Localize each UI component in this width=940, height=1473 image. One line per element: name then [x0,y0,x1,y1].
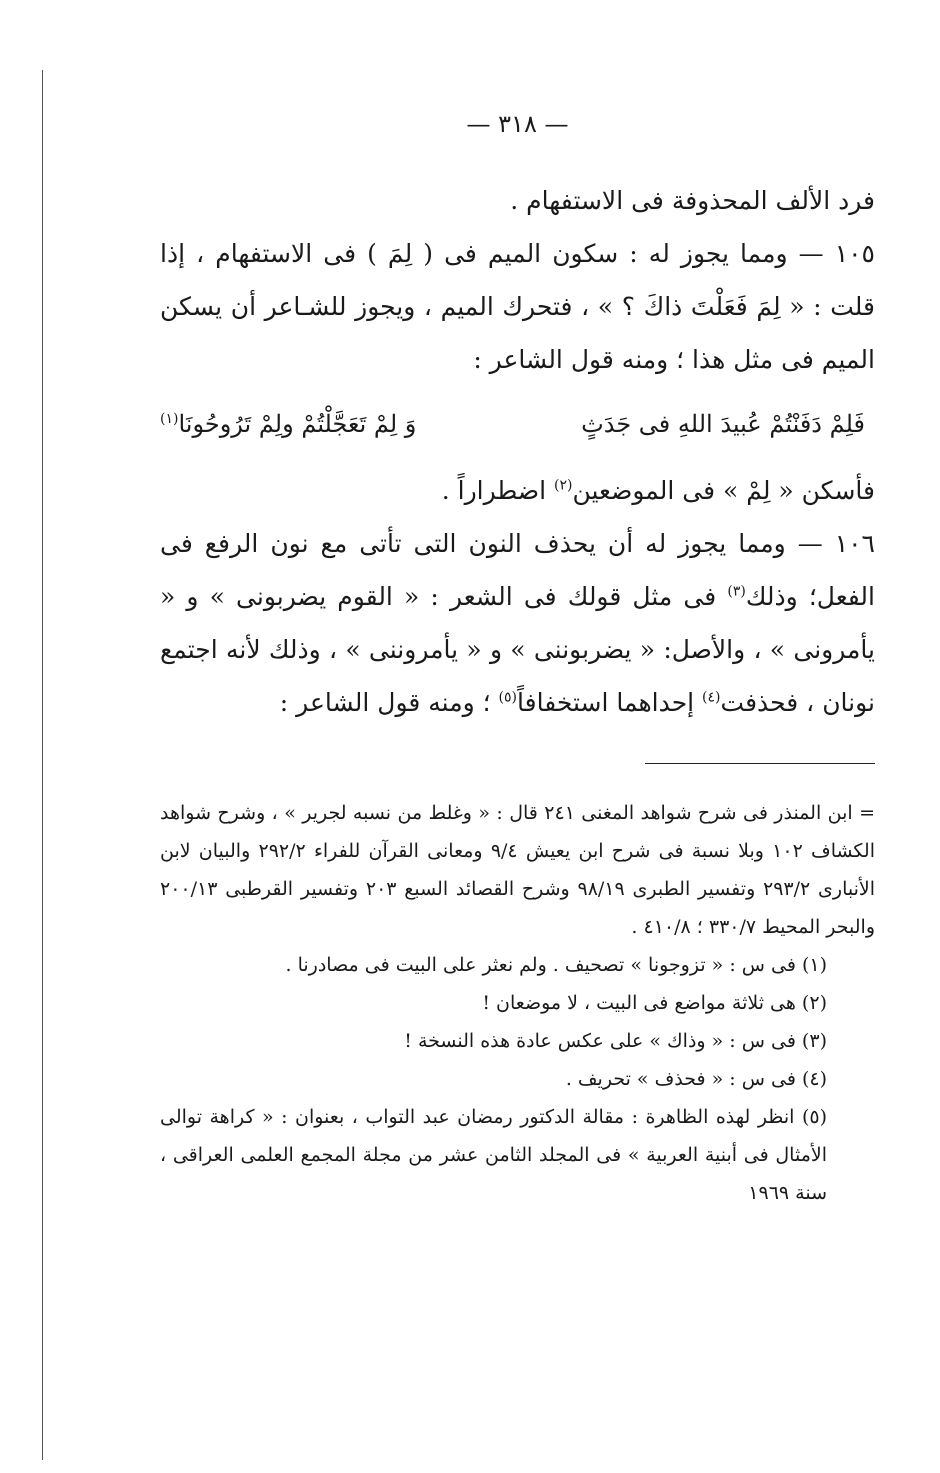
verse-second-hemistich: وَ لِمْ تَعَجَّلْتُمْ ولِمْ تَرُوحُونَا$^{(١)}$ [160,410,417,438]
footnote-4: (٤) فى س : « فحذف » تحريف . [565,1068,827,1090]
main-text [160,174,875,729]
book-page [160,110,875,1212]
footnote-mark-1: (١) [160,411,179,427]
verse-first-hemistich: فَلِمْ دَفَنْتُمْ عُبيدَ اللهِ فى جَدَثٍ [581,410,865,438]
footnote-continuation: = ابن المنذر فى شرح شواهد المغنى ٢٤١ قال : « وغلط من نسبه لجرير » ، وشرح شواهد الكشاف ١٠٢ وبلا نسبة فى شرح ابن يعيش ٩/٤ ومعانى القرآن للفراء ٢٩٢/٢ والبيان لابن الأنبارى ٢٩٣/٢ وتفسير الطبرى ٩٨/١٩ وشرح القصائد السبع ٢٠٣ وتفسير القرطبى ٢٠٠/١٣ والبحر المحيط ٣٣٠/٧ ؛ ٤١٠/٨ . [160,802,875,938]
footnote-mark-2: (٢) [554,477,573,494]
footnote-mark-3: (٣) [727,583,746,600]
footnote-5: (٥) انظر لهذه الظاهرة : مقالة الدكتور رمضان عبد التواب ، بعنوان : « كراهة توالى الأمثال فى أبنية العربية » فى المجلد الثامن عشر من مجلة المجمع العلمى العراقى ، سنة ١٩٦٩ [160,1106,828,1204]
verse-line [160,396,875,452]
page-number: — ٣١٨ — [466,110,569,138]
footnote-3: (٣) فى س : « وذاك » على عكس عادة هذه النسخة ! [404,1030,827,1052]
footnote-mark-5: (٥) [498,689,518,706]
paragraph-after-verse: فأسكن « لِمْ » فى الموضعين$^{(٢)}$ اضطراراً . [441,476,875,505]
footnote-2: (٢) هى ثلاثة مواضع فى البيت ، لا موضعان ! [482,992,827,1014]
paragraph-106: ١٠٦ — ومما يجوز له أن يحذف النون التى تأتى مع نون الرفع فى الفعل؛ وذلك$^{(٣)}$ فى مثل قولك فى الشعر : « القوم يضربونى » و « يأمرونى » ، والأصل: « يضربوننى » و « يأمروننى » ، وذلك لأنه اجتمع نونان ، فحذفت$^{(٤)}$ إحداهما استخفافاً$^{(٥)}$ ؛ ومنه قول الشاعر : [160,529,875,717]
footnote-mark-4: (٤) [702,689,721,706]
scan-edge-line [42,70,43,1460]
paragraph-105: ١٠٥ — ومما يجوز له : سكون الميم فى ( لِمَ ) فى الاستفهام ، إذا قلت : « لِمَ فَعَلْتَ ذاكَ ؟ » ، فتحرك الميم ، ويجوز للشـاعر أن يسكن الميم فى مثل هذا ؛ ومنه قول الشاعر : [160,239,875,374]
footnotes [160,794,875,1212]
footnote-1: (١) فى س : « تزوجونا » تصحيف . ولم نعثر على البيت فى مصادرنا . [285,954,827,976]
paragraph-continuation: فرد الألف المحذوفة فى الاستفهام . [510,186,875,215]
footnote-divider [645,763,875,764]
